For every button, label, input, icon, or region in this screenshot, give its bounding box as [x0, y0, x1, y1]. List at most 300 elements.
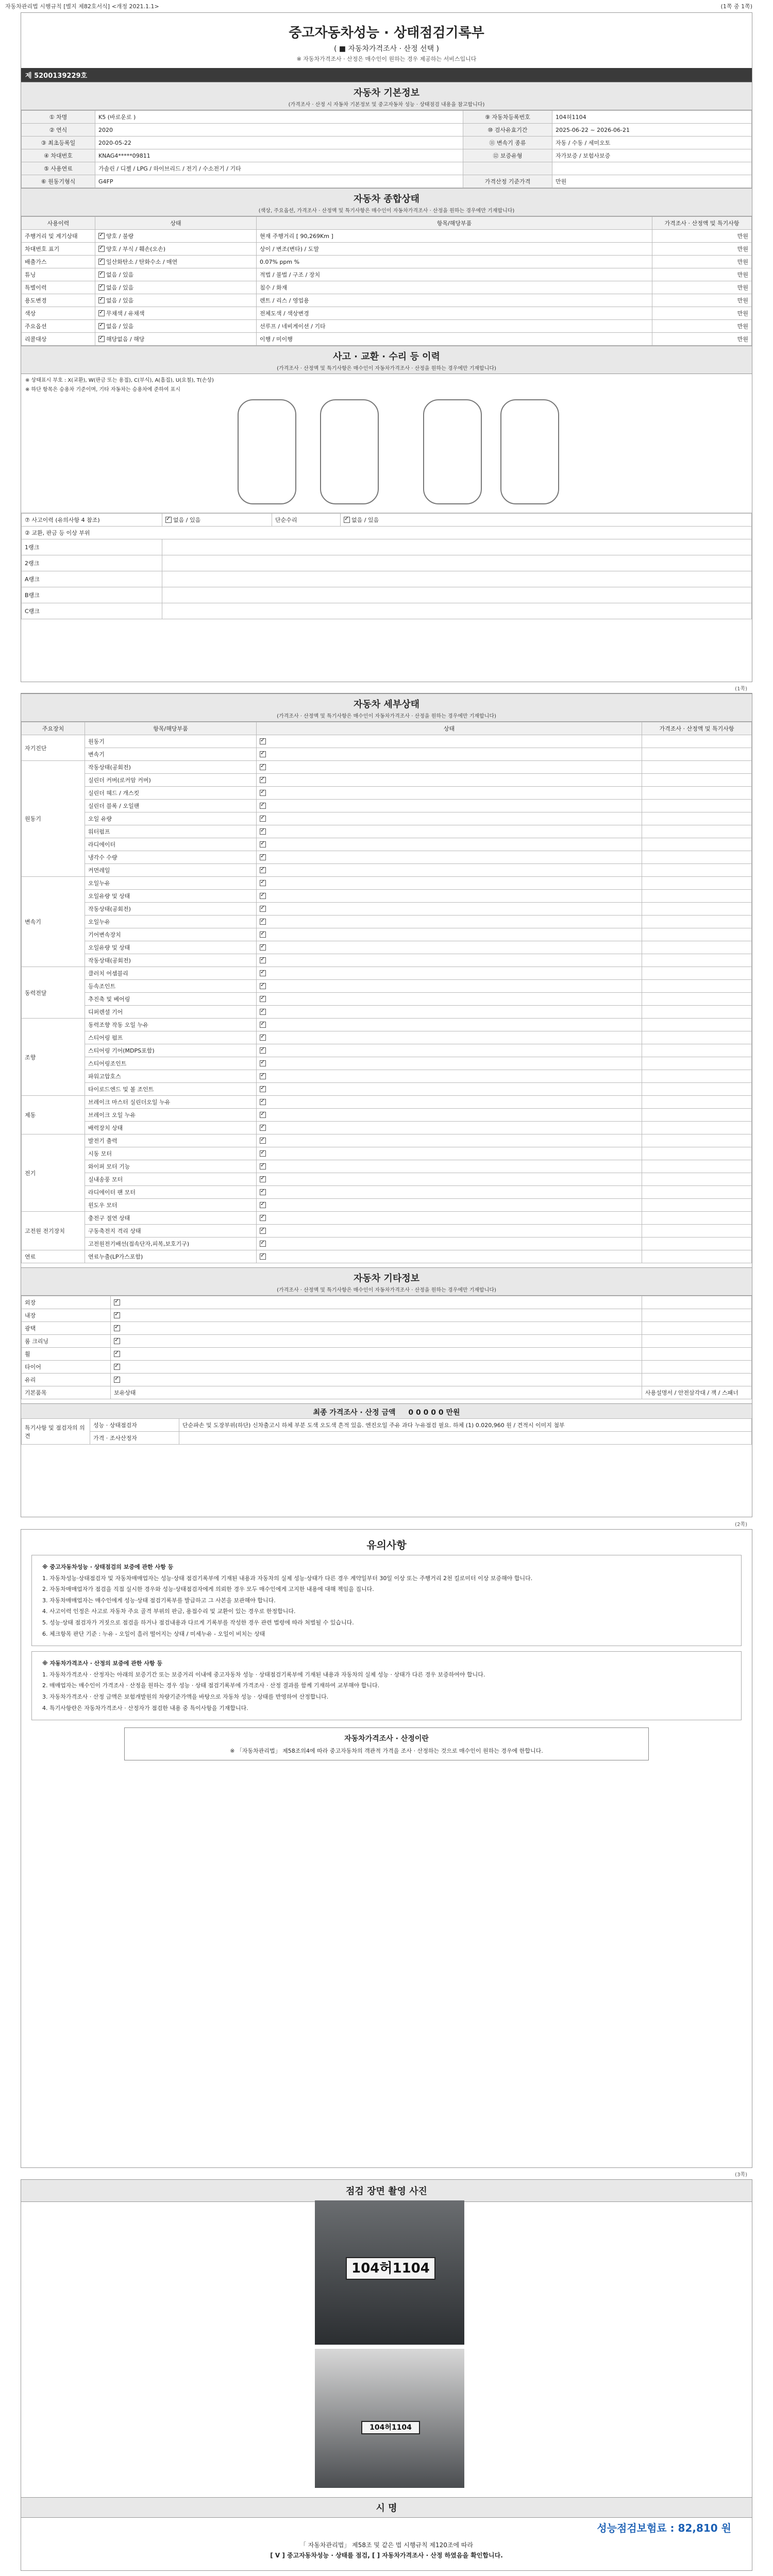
summary-heading: 자동차 종합상태 — [21, 188, 752, 206]
summary-item-detail: 현재 주행거리 [ 90,269Km ] — [257, 230, 652, 243]
detail-item-state — [257, 967, 642, 980]
detail-item-price — [642, 1070, 752, 1083]
etc-item-state — [111, 1322, 642, 1335]
checkbox[interactable] — [260, 983, 266, 989]
notices-box-2 — [31, 1651, 742, 1720]
notice-item: 1. 자동차가격조사 · 산정자는 아래의 보증기간 또는 보증거리 이내에 중고자동차 성능 · 상태점검기록부에 기재된 내용과 자동차의 실제 성능 · 상태가 다른 경우 보증하여야 합니다. — [42, 1671, 485, 1678]
detail-item-price — [642, 748, 752, 761]
detail-item-price — [642, 812, 752, 825]
summary-row — [22, 294, 752, 307]
summary-item-price: 만원 — [652, 333, 752, 346]
checkbox[interactable] — [98, 246, 105, 252]
page-count: (1쪽 중 1쪽) — [720, 3, 752, 10]
opinion-label: 특기사항 및 점검자의 의견 — [22, 1419, 90, 1445]
checkbox[interactable] — [260, 1253, 266, 1260]
summary-item-detail: 침수 / 화재 — [257, 281, 652, 294]
basic-info-row — [22, 149, 752, 162]
checkbox[interactable] — [260, 1047, 266, 1054]
checkbox[interactable] — [114, 1364, 120, 1370]
summary-row — [22, 256, 752, 268]
detail-row — [22, 1225, 752, 1238]
detail-item-state — [257, 1096, 642, 1109]
detail-item-state — [257, 825, 642, 838]
detail-row — [22, 800, 752, 812]
document-id: 제 5200139229호 — [21, 68, 752, 82]
checkbox[interactable] — [260, 1009, 266, 1015]
rear-photo — [315, 2200, 464, 2345]
form-reference: 자동차관리법 시행규칙 [별지 제82호서식] <개정 2021.1.1> — [5, 3, 159, 10]
detail-item-price — [642, 954, 752, 967]
checkbox[interactable] — [260, 1241, 266, 1247]
detail-item-name: 배력장치 상태 — [85, 1122, 257, 1134]
summary-item-price: 만원 — [652, 256, 752, 268]
detail-item-state — [257, 1122, 642, 1134]
etc-row — [22, 1322, 752, 1335]
detail-item-price — [642, 993, 752, 1006]
summary-item-state-text: 없음 / 있음 — [106, 323, 134, 330]
summary-item-state-text: 무채색 / 유채색 — [106, 310, 145, 317]
detail-row — [22, 1147, 752, 1160]
detail-row — [22, 761, 752, 774]
checkbox[interactable] — [260, 880, 266, 886]
etc-item-price — [642, 1309, 752, 1322]
summary-col-header: 가격조사 · 산정액 및 특기사항 — [652, 217, 752, 230]
basic-info-row — [22, 162, 752, 175]
checkbox[interactable] — [260, 841, 266, 848]
summary-item-detail: 전체도색 / 색상변경 — [257, 307, 652, 320]
summary-item-name: 색상 — [22, 307, 95, 320]
detail-item-price — [642, 787, 752, 800]
detail-item-price — [642, 903, 752, 916]
summary-item-state — [95, 281, 257, 294]
etc-item-state — [111, 1361, 642, 1374]
detail-item-state — [257, 1083, 642, 1096]
detail-item-price — [642, 1096, 752, 1109]
detail-item-name: 추진축 및 베어링 — [85, 993, 257, 1006]
detail-item-state — [257, 993, 642, 1006]
checkbox[interactable] — [98, 336, 105, 342]
notice-item: 5. 성능·상태 점검자가 거짓으로 점검을 하거나 점검내용과 다르게 기록부를 작성한 경우 관련 법령에 따라 처벌될 수 있습니다. — [42, 1619, 354, 1626]
summary-item-detail: 0.07% ppm % — [257, 256, 652, 268]
checkbox[interactable] — [98, 284, 105, 291]
detail-row — [22, 838, 752, 851]
notice-item: 1. 자동차성능·상태점검자 및 자동차매매업자는 성능·상태 점검기록부에 기재된 내용과 자동차의 실제 성능·상태가 다른 경우 계약일부터 30일 이상 또는 주행거리 2천 킬로미터 이상 보증해야 합니다. — [42, 1574, 533, 1582]
frame-rank-c: C랭크 — [22, 603, 162, 619]
detail-item-price — [642, 1238, 752, 1250]
notice-item: 3. 자동차매매업자는 매수인에게 성능·상태 점검기록부를 발급하고 그 사본을 보관해야 합니다. — [42, 1597, 276, 1604]
basic-info-heading: 자동차 기본정보 — [21, 82, 752, 100]
detail-item-state — [257, 1019, 642, 1031]
summary-item-price: 만원 — [652, 243, 752, 256]
checkbox[interactable] — [98, 272, 105, 278]
summary-item-state — [95, 307, 257, 320]
detail-table — [21, 722, 752, 1263]
summary-item-state-text: 해당없음 / 해당 — [106, 336, 145, 343]
detail-item-price — [642, 890, 752, 903]
detail-row — [22, 1250, 752, 1263]
detail-item-name: 실린더 커버(로커암 커버) — [85, 774, 257, 787]
detail-row — [22, 1031, 752, 1044]
summary-item-detail: 선루프 / 네비게이션 / 기타 — [257, 320, 652, 333]
checkbox[interactable] — [260, 996, 266, 1002]
page-2 — [21, 693, 752, 1517]
detail-group-name: 변속기 — [22, 877, 85, 967]
detail-item-state — [257, 1225, 642, 1238]
detail-item-state — [257, 1250, 642, 1263]
detail-note: (가격조사 · 산정액 및 특기사항은 매수인이 자동차가격조사 · 산정을 원하는 경우에만 기재합니다) — [21, 711, 752, 722]
summary-item-state — [95, 268, 257, 281]
basic-info-key: ⑪ 변속기 종류 — [463, 137, 552, 149]
checkbox[interactable] — [260, 1150, 266, 1157]
detail-item-name: 오일누유 — [85, 877, 257, 890]
detail-item-price — [642, 941, 752, 954]
checkbox-no-accident[interactable] — [165, 517, 172, 523]
frame-rank-1-parts — [162, 539, 752, 555]
checkbox[interactable] — [260, 1189, 266, 1195]
page-4 — [21, 2179, 752, 2571]
insurance-fee-value: 82,810 원 — [678, 2522, 731, 2534]
detail-group-name: 전기 — [22, 1134, 85, 1212]
basic-info-row — [22, 175, 752, 188]
accident-legend-2: ※ 하단 항목은 승용차 기준이며, 기타 자동차는 승용차에 준하여 표시 — [25, 387, 180, 393]
frame-rank-b: B랭크 — [22, 587, 162, 603]
car-outline-top — [320, 399, 379, 504]
detail-item-name: 실린더 블록 / 오일팬 — [85, 800, 257, 812]
detail-item-state — [257, 838, 642, 851]
etc-item-price — [642, 1296, 752, 1309]
checkbox[interactable] — [260, 1035, 266, 1041]
detail-item-price — [642, 838, 752, 851]
detail-item-price — [642, 877, 752, 890]
summary-item-state — [95, 243, 257, 256]
checkbox[interactable] — [260, 1086, 266, 1092]
detail-row — [22, 1199, 752, 1212]
etc-row — [22, 1309, 752, 1322]
detail-row — [22, 1083, 752, 1096]
detail-row — [22, 1186, 752, 1199]
etc-item-price — [642, 1322, 752, 1335]
detail-item-price — [642, 1057, 752, 1070]
detail-item-name: 등속조인트 — [85, 980, 257, 993]
basic-info-key: ③ 최초등록일 — [22, 137, 95, 149]
checkbox[interactable] — [98, 297, 105, 303]
checkbox[interactable] — [260, 957, 266, 963]
etc-item-price — [642, 1361, 752, 1374]
basic-info-value: G4FP — [95, 175, 463, 188]
detail-item-price — [642, 761, 752, 774]
detail-group-name: 연료 — [22, 1250, 85, 1263]
etc-item-price — [642, 1348, 752, 1361]
accident-legend: ※ 상태표시 부호 : X(교환), W(판금 또는 용접), C(부식), A(흠집), U(요철), T(손상) — [25, 378, 214, 383]
checkbox[interactable] — [260, 970, 266, 976]
basic-info-value: 자동 / 수동 / 세미오토 — [552, 137, 751, 149]
opinion-table — [21, 1418, 752, 1445]
accident-history-value — [162, 514, 272, 527]
checkbox[interactable] — [260, 1099, 266, 1105]
checkbox[interactable] — [260, 854, 266, 860]
basic-info-key: ⑥ 원동기형식 — [22, 175, 95, 188]
checkbox[interactable] — [114, 1312, 120, 1318]
summary-row — [22, 307, 752, 320]
etc-item-name: 휠 — [22, 1348, 111, 1361]
detail-item-price — [642, 1225, 752, 1238]
detail-item-price — [642, 774, 752, 787]
detail-item-name: 라디에이터 팬 모터 — [85, 1186, 257, 1199]
final-price-title: 최종 가격조사 · 산정 금액 — [313, 1409, 396, 1417]
detail-row — [22, 903, 752, 916]
detail-row — [22, 1160, 752, 1173]
page-3-footer: (3쪽) — [735, 2172, 747, 2178]
checkbox[interactable] — [260, 1228, 266, 1234]
checkbox[interactable] — [260, 931, 266, 938]
etc-base-cell: 사용설명서 / 안전삼각대 / 잭 / 스패너 — [642, 1386, 752, 1399]
etc-item-name: 유리 — [22, 1374, 111, 1386]
etc-item-price — [642, 1374, 752, 1386]
detail-item-name: 커먼레일 — [85, 864, 257, 877]
basic-info-value: 2025-06-22 ~ 2026-06-21 — [552, 124, 751, 137]
basic-info-key: ⑨ 자동차등록번호 — [463, 111, 552, 124]
checkbox[interactable] — [260, 944, 266, 951]
detail-item-name: 스티어링 펌프 — [85, 1031, 257, 1044]
detail-item-state — [257, 1199, 642, 1212]
frame-rank-2-parts — [162, 555, 752, 571]
checkbox[interactable] — [260, 803, 266, 809]
detail-row — [22, 1070, 752, 1083]
parts-label: ② 교환, 판금 등 이상 부위 — [22, 527, 752, 539]
summary-note: (색상, 주요옵션, 가격조사 · 산정액 및 특기사항은 매수인이 자동차가격조사 · 산정을 원하는 경우에만 기재합니다) — [21, 206, 752, 216]
detail-item-state — [257, 1186, 642, 1199]
detail-item-state — [257, 864, 642, 877]
final-price-value: 0 0 0 0 0 만원 — [408, 1409, 460, 1417]
etc-item-state — [111, 1296, 642, 1309]
detail-item-name: 오일유량 및 상태 — [85, 941, 257, 954]
checkbox[interactable] — [260, 1202, 266, 1208]
checkbox[interactable] — [260, 867, 266, 873]
detail-row — [22, 787, 752, 800]
checkbox[interactable] — [98, 233, 105, 239]
detail-row — [22, 877, 752, 890]
top-bar — [0, 0, 773, 11]
basic-info-value: 2020-05-22 — [95, 137, 463, 149]
detail-item-name: 파워고압호스 — [85, 1070, 257, 1083]
summary-item-name: 리콜대상 — [22, 333, 95, 346]
detail-item-state — [257, 890, 642, 903]
etc-base-cell: 보유상태 — [111, 1386, 642, 1399]
detail-heading: 자동차 세부상태 — [21, 693, 752, 711]
summary-item-state — [95, 256, 257, 268]
detail-item-name: 원동기 — [85, 735, 257, 748]
insurance-fee-label: 성능점검보험료 : — [597, 2522, 675, 2534]
summary-col-header: 항목/해당부품 — [257, 217, 652, 230]
insurance-fee — [597, 2520, 731, 2535]
detail-item-state — [257, 787, 642, 800]
detail-item-name: 디퍼렌셜 기어 — [85, 1006, 257, 1019]
notice-item: 2. 매매업자는 매수인이 가격조사 · 산정을 원하는 경우 성능 · 상태 점검기록부에 가격조사 · 산정 결과를 함께 기재하여 교부해야 합니다. — [42, 1682, 380, 1689]
checkbox[interactable] — [260, 1022, 266, 1028]
basic-info-key: ⑩ 검사유효기간 — [463, 124, 552, 137]
frame-rank-b-parts — [162, 587, 752, 603]
detail-item-name: 발전기 출력 — [85, 1134, 257, 1147]
detail-col-header: 상태 — [257, 722, 642, 735]
detail-item-price — [642, 1173, 752, 1186]
detail-item-price — [642, 980, 752, 993]
etc-row — [22, 1374, 752, 1386]
summary-row — [22, 230, 752, 243]
checkbox[interactable] — [260, 764, 266, 770]
accident-note: (가격조사 · 산정액 및 특기사항은 매수인이 자동차가격조사 · 산정을 원하는 경우에만 기재합니다) — [21, 364, 752, 374]
checkbox[interactable] — [114, 1299, 120, 1306]
basic-info-note: (가격조사 · 산정 시 자동차 기본정보 및 중고자동차 성능 · 상태점검 내용을 참고합니다) — [21, 100, 752, 110]
etc-row — [22, 1296, 752, 1309]
summary-item-detail: 적법 / 불법 / 구조 / 장치 — [257, 268, 652, 281]
detail-item-state — [257, 1147, 642, 1160]
detail-item-state — [257, 1109, 642, 1122]
summary-item-price: 만원 — [652, 230, 752, 243]
detail-item-price — [642, 1186, 752, 1199]
checkbox[interactable] — [260, 1215, 266, 1221]
checkbox[interactable] — [260, 1112, 266, 1118]
detail-item-price — [642, 1250, 752, 1263]
detail-row — [22, 1057, 752, 1070]
notice-item: 3. 자동차가격조사 · 산정 금액은 보험개발원의 차량기준가액을 바탕으로 자동차 성능 · 상태를 반영하여 산정합니다. — [42, 1693, 329, 1700]
detail-item-state — [257, 735, 642, 748]
summary-row — [22, 333, 752, 346]
opinion-appraiser: 가격 · 조사산정자 — [90, 1432, 179, 1445]
detail-group-name: 고전원 전기장치 — [22, 1212, 85, 1250]
summary-item-name: 차대번호 표기 — [22, 243, 95, 256]
notice-item: 6. 체크항목 판단 기준 : 누유 - 오일이 흘러 떨어지는 상태 / 미세누유 - 오일이 비치는 상태 — [42, 1630, 265, 1637]
detail-item-state — [257, 1031, 642, 1044]
basic-info-key: ⑤ 사용연료 — [22, 162, 95, 175]
checkbox[interactable] — [260, 790, 266, 796]
detail-item-state — [257, 1006, 642, 1019]
etc-item-name: 룸 크리닝 — [22, 1335, 111, 1348]
detail-item-price — [642, 825, 752, 838]
basic-info-key: 가격산정 기준가격 — [463, 175, 552, 188]
checkbox[interactable] — [260, 816, 266, 822]
etc-item-name: 외장 — [22, 1296, 111, 1309]
detail-item-state — [257, 928, 642, 941]
simple-repair-value-text: 없음 / 있음 — [351, 517, 379, 523]
detail-item-name: 실내송풍 모터 — [85, 1173, 257, 1186]
detail-item-price — [642, 1083, 752, 1096]
detail-item-name: 작동상태(공회전) — [85, 761, 257, 774]
detail-col-header: 항목/해당부품 — [85, 722, 257, 735]
checkbox[interactable] — [260, 751, 266, 757]
checkbox[interactable] — [114, 1377, 120, 1383]
checkbox[interactable] — [260, 738, 266, 744]
document-title: 중고자동차성능 · 상태점검기록부 — [289, 25, 484, 41]
final-price-heading — [21, 1403, 752, 1418]
etc-item-state — [111, 1309, 642, 1322]
detail-row — [22, 748, 752, 761]
detail-item-state — [257, 812, 642, 825]
summary-col-header: 상태 — [95, 217, 257, 230]
checkbox[interactable] — [260, 1125, 266, 1131]
basic-info-key: ⑫ 보증유형 — [463, 149, 552, 162]
frame-rank-1: 1랭크 — [22, 539, 162, 555]
basic-info-key: ④ 차대번호 — [22, 149, 95, 162]
summary-item-price: 만원 — [652, 294, 752, 307]
checkbox[interactable] — [114, 1338, 120, 1344]
checkbox[interactable] — [260, 893, 266, 899]
checkbox[interactable] — [260, 1176, 266, 1182]
etc-item-name: 내장 — [22, 1309, 111, 1322]
checkbox[interactable] — [260, 906, 266, 912]
detail-item-name: 고전원전기배선(접속단자,피복,보호기구) — [85, 1238, 257, 1250]
checkbox[interactable] — [260, 1163, 266, 1170]
detail-item-name: 스티어링 기어(MDPS포함) — [85, 1044, 257, 1057]
etc-base-cell: 기본품목 — [22, 1386, 111, 1399]
detail-item-price — [642, 1006, 752, 1019]
detail-item-state — [257, 980, 642, 993]
checkbox[interactable] — [260, 919, 266, 925]
checkbox[interactable] — [260, 1138, 266, 1144]
summary-row — [22, 268, 752, 281]
simple-repair-label: 단순수리 — [272, 514, 341, 527]
page-1-footer: (1쪽) — [735, 686, 747, 692]
checkbox[interactable] — [260, 1060, 266, 1066]
etc-note: (가격조사 · 산정액 및 특기사항은 매수인이 자동차가격조사 · 산정을 원하는 경우에만 기재합니다) — [21, 1285, 752, 1296]
detail-group-name: 조향 — [22, 1019, 85, 1096]
detail-group-name: 제동 — [22, 1096, 85, 1134]
summary-item-price: 만원 — [652, 320, 752, 333]
summary-item-name: 주행거리 및 계기상태 — [22, 230, 95, 243]
detail-row — [22, 1238, 752, 1250]
notice-item: 2. 자동차매매업자가 점검을 직접 실시한 경우와 성능·상태점검자에게 의뢰한 경우 모두 매수인에게 고지한 내용에 대해 책임을 집니다. — [42, 1586, 374, 1593]
summary-header-row — [22, 217, 752, 230]
notices-sub-1: ※ 중고자동차성능 · 상태점검의 보증에 관한 사항 등 — [42, 1564, 174, 1570]
detail-row — [22, 1212, 752, 1225]
summary-item-state-text: 없음 / 있음 — [106, 272, 134, 278]
summary-item-state — [95, 320, 257, 333]
accident-history-value-text: 없음 / 있음 — [173, 517, 201, 523]
detail-row — [22, 941, 752, 954]
car-outline-side-left — [238, 399, 296, 504]
detail-row — [22, 735, 752, 748]
summary-item-state — [95, 294, 257, 307]
basic-info-value: 가솔린 / 디젤 / LPG / 하이브리드 / 전기 / 수소전기 / 기타 — [95, 162, 463, 175]
detail-item-state — [257, 1057, 642, 1070]
detail-item-name: 변속기 — [85, 748, 257, 761]
detail-item-state — [257, 851, 642, 864]
detail-col-header: 가격조사 · 산정액 및 특기사항 — [642, 722, 752, 735]
detail-row — [22, 825, 752, 838]
checkbox[interactable] — [260, 1073, 266, 1079]
detail-item-state — [257, 916, 642, 928]
detail-item-price — [642, 1134, 752, 1147]
checkbox-no-simple-repair[interactable] — [344, 517, 350, 523]
page-3 — [21, 1529, 752, 2168]
detail-item-price — [642, 851, 752, 864]
summary-item-name: 주요옵션 — [22, 320, 95, 333]
detail-item-state — [257, 800, 642, 812]
checkbox[interactable] — [260, 777, 266, 783]
checkbox[interactable] — [114, 1351, 120, 1357]
checkbox[interactable] — [114, 1325, 120, 1331]
detail-row — [22, 1044, 752, 1057]
checkbox[interactable] — [260, 828, 266, 835]
detail-item-state — [257, 1238, 642, 1250]
detail-item-name: 구동축전지 격리 상태 — [85, 1225, 257, 1238]
sign-title: 시 명 — [21, 2497, 752, 2518]
checkbox[interactable] — [98, 323, 105, 329]
checkbox[interactable] — [98, 310, 105, 316]
checkbox[interactable] — [98, 259, 105, 265]
detail-item-name: 윈도우 모터 — [85, 1199, 257, 1212]
detail-row — [22, 812, 752, 825]
etc-item-state — [111, 1335, 642, 1348]
